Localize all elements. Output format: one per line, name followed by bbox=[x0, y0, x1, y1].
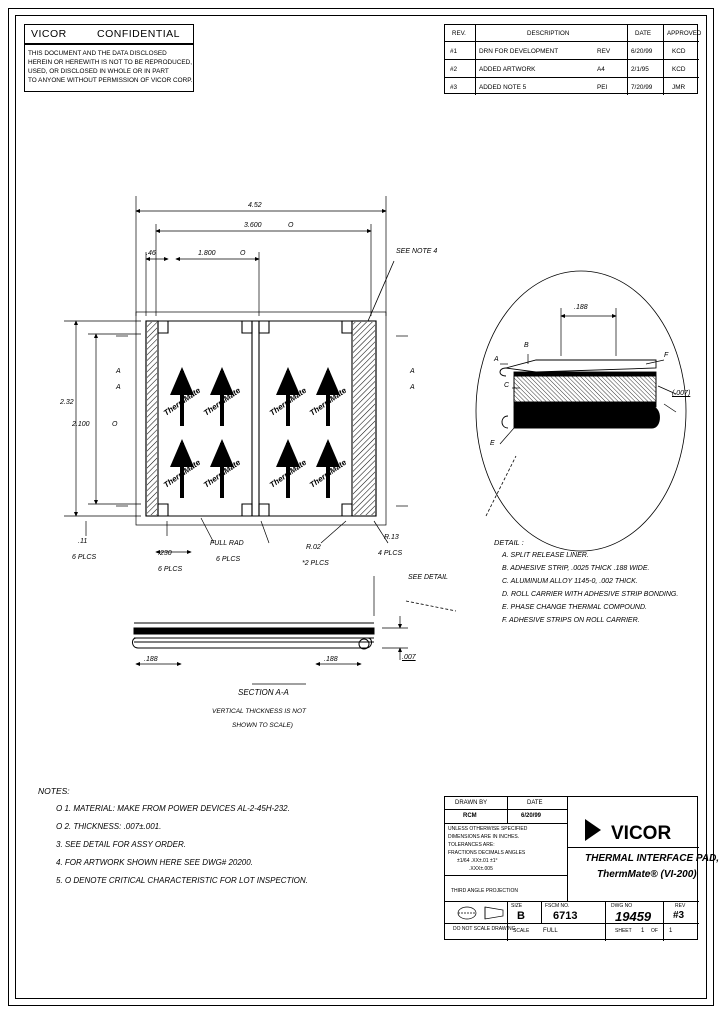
dim-r02: R.02 bbox=[306, 544, 321, 551]
svg-text:VICOR: VICOR bbox=[611, 823, 672, 844]
pad-artwork-text: ThermMate bbox=[307, 385, 349, 418]
pad-artwork-text: ThermMate bbox=[161, 457, 203, 490]
table-row-rev: #3 bbox=[450, 84, 458, 91]
scale-label: SCALE bbox=[513, 928, 530, 934]
dim-width-3600: 3.600 bbox=[244, 222, 262, 229]
section-mark-a: A bbox=[116, 384, 121, 391]
sheet-value: 1 bbox=[641, 928, 645, 934]
drawing-sheet bbox=[8, 8, 720, 1006]
dim-corner-11-plcs: 6 PLCS bbox=[72, 554, 97, 561]
section-mark-a: A bbox=[116, 368, 121, 375]
note-item: O 1. MATERIAL: MAKE FROM POWER DEVICES AL-2-45H-232. bbox=[56, 804, 290, 813]
detail-legend-item: C. ALUMINUM ALLOY 1145-0, .002 THICK. bbox=[502, 578, 638, 585]
part-title-line2: ThermMate® (VI-200) bbox=[597, 869, 697, 880]
fscm-value: 6713 bbox=[553, 910, 578, 922]
dim-detail-188: .188 bbox=[574, 304, 588, 311]
fscm-label: FSCM NO. bbox=[545, 903, 570, 909]
confidential-line: HEREIN OR HEREWITH IS NOT TO BE REPRODUCED, bbox=[28, 59, 193, 66]
dim-230: .230 bbox=[158, 550, 172, 557]
table-row-sub: REV bbox=[597, 48, 611, 55]
pad-artwork-text: ThermMate bbox=[307, 457, 349, 490]
table-row-date: 6/20/99 bbox=[631, 48, 653, 55]
dim-230-plcs: 6 PLCS bbox=[158, 566, 183, 573]
section-mark-a: A bbox=[410, 368, 415, 375]
pad-artwork-text: ThermMate bbox=[201, 385, 243, 418]
detail-legend-item: D. ROLL CARRIER WITH ADHESIVE STRIP BONDING. bbox=[502, 591, 679, 598]
rev-value: #3 bbox=[673, 910, 685, 921]
dim-height-2100: 2.100 bbox=[72, 421, 90, 428]
table-row-rev: #1 bbox=[450, 48, 458, 55]
dim-section-188-left: .188 bbox=[144, 656, 158, 663]
dim-r13-plcs: 4 PLCS bbox=[378, 550, 403, 557]
rev-col-header: REV. bbox=[452, 30, 466, 37]
table-row-approved: KCD bbox=[672, 48, 686, 55]
confidential-line: TO ANYONE WITHOUT PERMISSION OF VICOR CORP. bbox=[28, 77, 193, 84]
confidential-line: THIS DOCUMENT AND THE DATA DISCLOSED bbox=[28, 50, 167, 57]
note-item: 4. FOR ARTWORK SHOWN HERE SEE DWG# 20200. bbox=[56, 858, 253, 867]
table-row-date: 7/20/99 bbox=[631, 84, 653, 91]
pad-artwork-text: ThermMate bbox=[161, 385, 203, 418]
table-row-sub: PEI bbox=[597, 84, 608, 91]
dwg-label: DWG NO bbox=[611, 903, 633, 909]
tolerance-line: DIMENSIONS ARE IN INCHES. bbox=[448, 834, 520, 840]
tolerance-line: TOLERANCES ARE: bbox=[448, 842, 495, 848]
detail-letter-c: C bbox=[504, 382, 510, 389]
table-row-desc: ADDED ARTWORK bbox=[479, 66, 536, 73]
dim-overall-width: 4.52 bbox=[248, 202, 262, 209]
dim-height-232: 2.32 bbox=[60, 399, 74, 406]
approved-col-header: APPROVED bbox=[667, 30, 702, 37]
tolerance-line: .XXX±.005 bbox=[469, 866, 493, 872]
detail-legend-title: DETAIL : bbox=[494, 538, 524, 547]
date-label: DATE bbox=[527, 800, 543, 806]
title-block bbox=[444, 796, 720, 940]
section-note-line: SHOWN TO SCALE) bbox=[232, 722, 293, 729]
detail-legend-item: A. SPLIT RELEASE LINER. bbox=[502, 552, 589, 559]
dwg-number: 19459 bbox=[615, 909, 652, 924]
table-row-desc: DRN FOR DEVELOPMENT bbox=[479, 48, 559, 55]
desc-col-header: DESCRIPTION bbox=[527, 30, 570, 37]
table-row-sub: A4 bbox=[597, 66, 605, 73]
dim-section-007: .007 bbox=[402, 654, 416, 661]
dim-detail-007: (.007) bbox=[672, 390, 691, 397]
pad-artwork-text: ThermMate bbox=[201, 457, 243, 490]
company-name: VICOR bbox=[31, 28, 67, 40]
tolerance-line: FRACTIONS DECIMALS ANGLES bbox=[448, 850, 526, 856]
confidential-line: USED, OR DISCLOSED IN WHOLE OR IN PART bbox=[28, 68, 169, 75]
date-value: 6/20/99 bbox=[521, 813, 542, 819]
dim-section-188-right: .188 bbox=[324, 656, 338, 663]
confidential-word: CONFIDENTIAL bbox=[97, 28, 181, 40]
detail-letter-b: B bbox=[524, 342, 529, 349]
dim-width-1800: 1.800 bbox=[198, 250, 216, 257]
detail-letter-e: E bbox=[490, 440, 495, 447]
table-row-rev: #2 bbox=[450, 66, 458, 73]
dim-edge-46: .46 bbox=[146, 250, 156, 257]
date-col-header: DATE bbox=[635, 30, 652, 37]
detail-legend-item: F. ADHESIVE STRIPS ON ROLL CARRIER. bbox=[502, 617, 640, 624]
section-aa-label: SECTION A-A bbox=[238, 688, 289, 697]
callout-see-detail: SEE DETAIL bbox=[408, 574, 448, 581]
table-row-date: 2/1/95 bbox=[631, 66, 649, 73]
of-value: 1 bbox=[669, 928, 673, 934]
rev-label: REV bbox=[675, 903, 686, 909]
do-not-scale-label: DO NOT SCALE DRAWING bbox=[453, 926, 516, 932]
callout-see-note-4: SEE NOTE 4 bbox=[396, 248, 438, 255]
note-item: O 2. THICKNESS: .007±.001. bbox=[56, 822, 162, 831]
detail-letter-a: A bbox=[494, 356, 499, 363]
detail-letter-f: F bbox=[664, 352, 669, 359]
dim-circled-o: O bbox=[112, 421, 118, 428]
table-row-approved: KCD bbox=[672, 66, 686, 73]
dim-circled-o: O bbox=[240, 250, 246, 257]
drawn-by-value: RCM bbox=[463, 813, 477, 819]
drawing-border bbox=[15, 15, 720, 999]
notes-heading: NOTES: bbox=[38, 786, 70, 796]
detail-legend-item: E. PHASE CHANGE THERMAL COMPOUND. bbox=[502, 604, 647, 611]
projection-label: THIRD ANGLE PROJECTION bbox=[451, 888, 518, 894]
label-full-rad: FULL RAD bbox=[210, 540, 244, 547]
table-row-approved: JMR bbox=[672, 84, 686, 91]
detail-letter-d: D bbox=[522, 420, 528, 427]
section-mark-a: A bbox=[410, 384, 415, 391]
dim-r02-plcs: *2 PLCS bbox=[302, 560, 329, 567]
tolerance-line: UNLESS OTHERWISE SPECIFIED bbox=[448, 826, 528, 832]
section-note-line: VERTICAL THICKNESS IS NOT bbox=[212, 708, 307, 715]
dim-circled-o: O bbox=[288, 222, 294, 229]
drawn-by-label: DRAWN BY bbox=[455, 800, 488, 806]
dim-corner-11: .11 bbox=[78, 538, 88, 545]
sheet-label: SHEET bbox=[615, 928, 632, 934]
size-value: B bbox=[517, 910, 525, 922]
dim-r13: R.13 bbox=[384, 534, 399, 541]
pad-artwork-text: ThermMate bbox=[267, 457, 309, 490]
note-item: 3. SEE DETAIL FOR ASSY ORDER. bbox=[56, 840, 186, 849]
pad-artwork-text: ThermMate bbox=[267, 385, 309, 418]
scale-value: FULL bbox=[543, 928, 558, 934]
size-label: SIZE bbox=[511, 903, 523, 909]
note-item: 5. O DENOTE CRITICAL CHARACTERISTIC FOR LOT INSPECTION. bbox=[56, 876, 308, 885]
table-row-desc: ADDED NOTE 5 bbox=[479, 84, 527, 91]
part-title-line1: THERMAL INTERFACE PAD, bbox=[585, 853, 720, 864]
of-label: OF bbox=[651, 928, 658, 934]
label-full-rad-plcs: 6 PLCS bbox=[216, 556, 241, 563]
detail-legend-item: B. ADHESIVE STRIP, .0025 THICK .188 WIDE. bbox=[502, 565, 650, 572]
tolerance-line: ±1/64 .XX±.01 ±1° bbox=[457, 858, 498, 864]
